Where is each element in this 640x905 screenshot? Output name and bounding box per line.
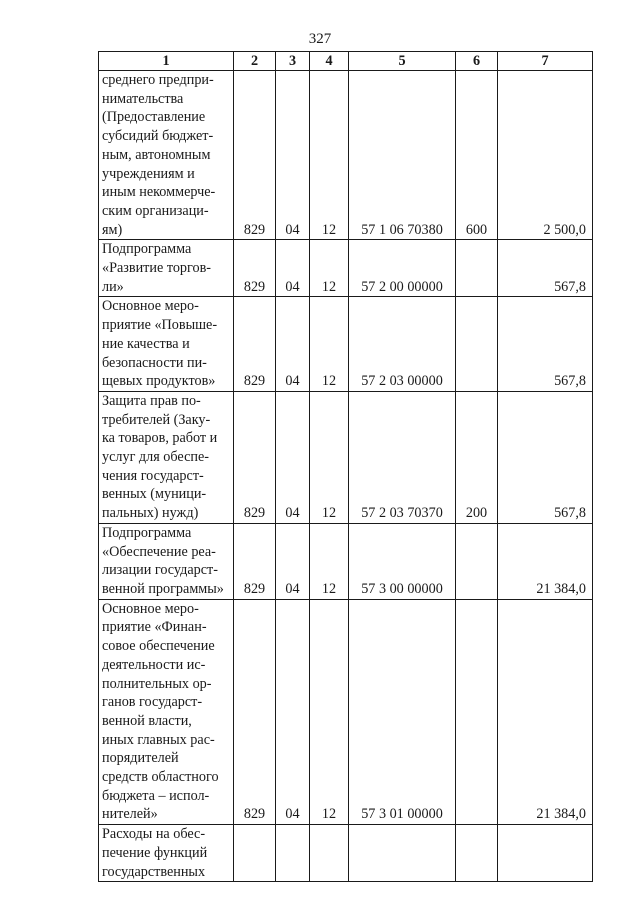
page-number: 327 [308,31,332,47]
header-cell: 4 [310,52,349,71]
table-row [99,825,593,882]
target-article-cell: 57 3 01 00000 [349,599,456,824]
subsection-cell: 12 [310,240,349,297]
description-line: ли» [102,278,124,295]
target-article-cell: 57 3 00 00000 [349,523,456,599]
description-line: государственных [102,863,206,880]
admin-code-cell: 829 [234,297,276,392]
description-cell [99,297,234,392]
description-line: деятельности ис- [102,656,206,673]
description-line: субсидий бюджет- [102,128,214,145]
expense-type-cell [456,240,498,297]
description-line: щевых продуктов» [102,373,216,390]
section-cell: 04 [276,523,310,599]
expense-type-cell: 200 [456,391,498,523]
description-line: услуг для обеспе- [102,449,209,466]
description-line: учреждениям и [102,165,195,182]
description-line: Расходы на обес- [102,826,206,843]
description-line: ганов государст- [102,694,203,711]
description-line: средств областного [102,769,219,786]
admin-code-cell: 829 [234,523,276,599]
admin-code-cell: 829 [234,71,276,240]
expense-type-cell [456,523,498,599]
amount-cell: 21 384,0 [498,523,593,599]
description-line: ским организаци- [102,202,209,219]
description-line: «Обеспечение реа- [102,543,216,560]
description-line: полнительных ор- [102,675,212,692]
amount-cell: 567,8 [498,297,593,392]
description-line: венной программы» [102,580,224,597]
header-cell: 1 [99,52,234,71]
description-line: Подпрограмма [102,524,192,541]
expense-type-cell [456,825,498,882]
description-line: бюджета – испол- [102,787,210,804]
description-line: ка товаров, работ и [102,430,218,447]
description-cell [99,599,234,824]
target-article-cell: 57 1 06 70380 [349,71,456,240]
subsection-cell: 12 [310,71,349,240]
expense-type-cell [456,297,498,392]
budget-table [98,51,593,882]
description-line: лизации государст- [102,562,218,579]
description-line: ние качества и [102,335,190,352]
header-cell: 5 [349,52,456,71]
subsection-cell: 12 [310,297,349,392]
admin-code-cell [234,825,276,882]
description-line: Защита прав по- [102,392,201,409]
description-line: иных главных рас- [102,731,215,748]
description-line: нителей» [102,806,158,823]
description-line: требителей (Заку- [102,411,211,428]
description-line: венных (муници- [102,486,207,503]
description-line: приятие «Финан- [102,619,207,636]
table-header-row [99,52,593,71]
header-cell: 2 [234,52,276,71]
description-line: ным, автономным [102,146,211,163]
amount-cell: 2 500,0 [498,71,593,240]
description-line: порядителей [102,750,179,767]
description-line: Подпрограмма [102,241,192,258]
subsection-cell: 12 [310,523,349,599]
description-line: венной власти, [102,712,192,729]
description-line: среднего предпри- [102,72,214,88]
section-cell: 04 [276,599,310,824]
admin-code-cell: 829 [234,240,276,297]
description-line: безопасности пи- [102,354,207,371]
subsection-cell [310,825,349,882]
description-line: печение функций [102,844,208,861]
amount-cell: 21 384,0 [498,599,593,824]
target-article-cell: 57 2 03 00000 [349,297,456,392]
description-line: чения государст- [102,467,204,484]
header-cell: 6 [456,52,498,71]
description-line: Основное меро- [102,298,199,315]
table-row [99,240,593,297]
description-line: приятие «Повыше- [102,317,218,334]
section-cell [276,825,310,882]
target-article-cell: 57 2 00 00000 [349,240,456,297]
admin-code-cell: 829 [234,599,276,824]
description-line: «Развитие торгов- [102,260,211,277]
amount-cell: 567,8 [498,391,593,523]
expense-type-cell: 600 [456,71,498,240]
description-line: Основное меро- [102,600,199,617]
admin-code-cell: 829 [234,391,276,523]
description-line: (Предоставление [102,109,206,126]
section-cell: 04 [276,297,310,392]
table-row [99,523,593,599]
subsection-cell: 12 [310,391,349,523]
table-row [99,71,593,240]
target-article-cell [349,825,456,882]
table-row [99,297,593,392]
description-cell [99,523,234,599]
subsection-cell: 12 [310,599,349,824]
expense-type-cell [456,599,498,824]
section-cell: 04 [276,391,310,523]
description-cell [99,825,234,882]
section-cell: 04 [276,240,310,297]
target-article-cell: 57 2 03 70370 [349,391,456,523]
description-cell [99,240,234,297]
table-row [99,599,593,824]
description-cell [99,391,234,523]
section-cell: 04 [276,71,310,240]
description-line: иным некоммерче- [102,184,216,201]
amount-cell: 567,8 [498,240,593,297]
header-cell: 3 [276,52,310,71]
description-line: пальных) нужд) [102,505,199,522]
amount-cell [498,825,593,882]
header-cell: 7 [498,52,593,71]
table-row [99,391,593,523]
description-cell [99,71,234,240]
description-line: совое обеспечение [102,638,215,655]
description-line: нимательства [102,90,184,107]
description-line: ям) [102,221,123,238]
